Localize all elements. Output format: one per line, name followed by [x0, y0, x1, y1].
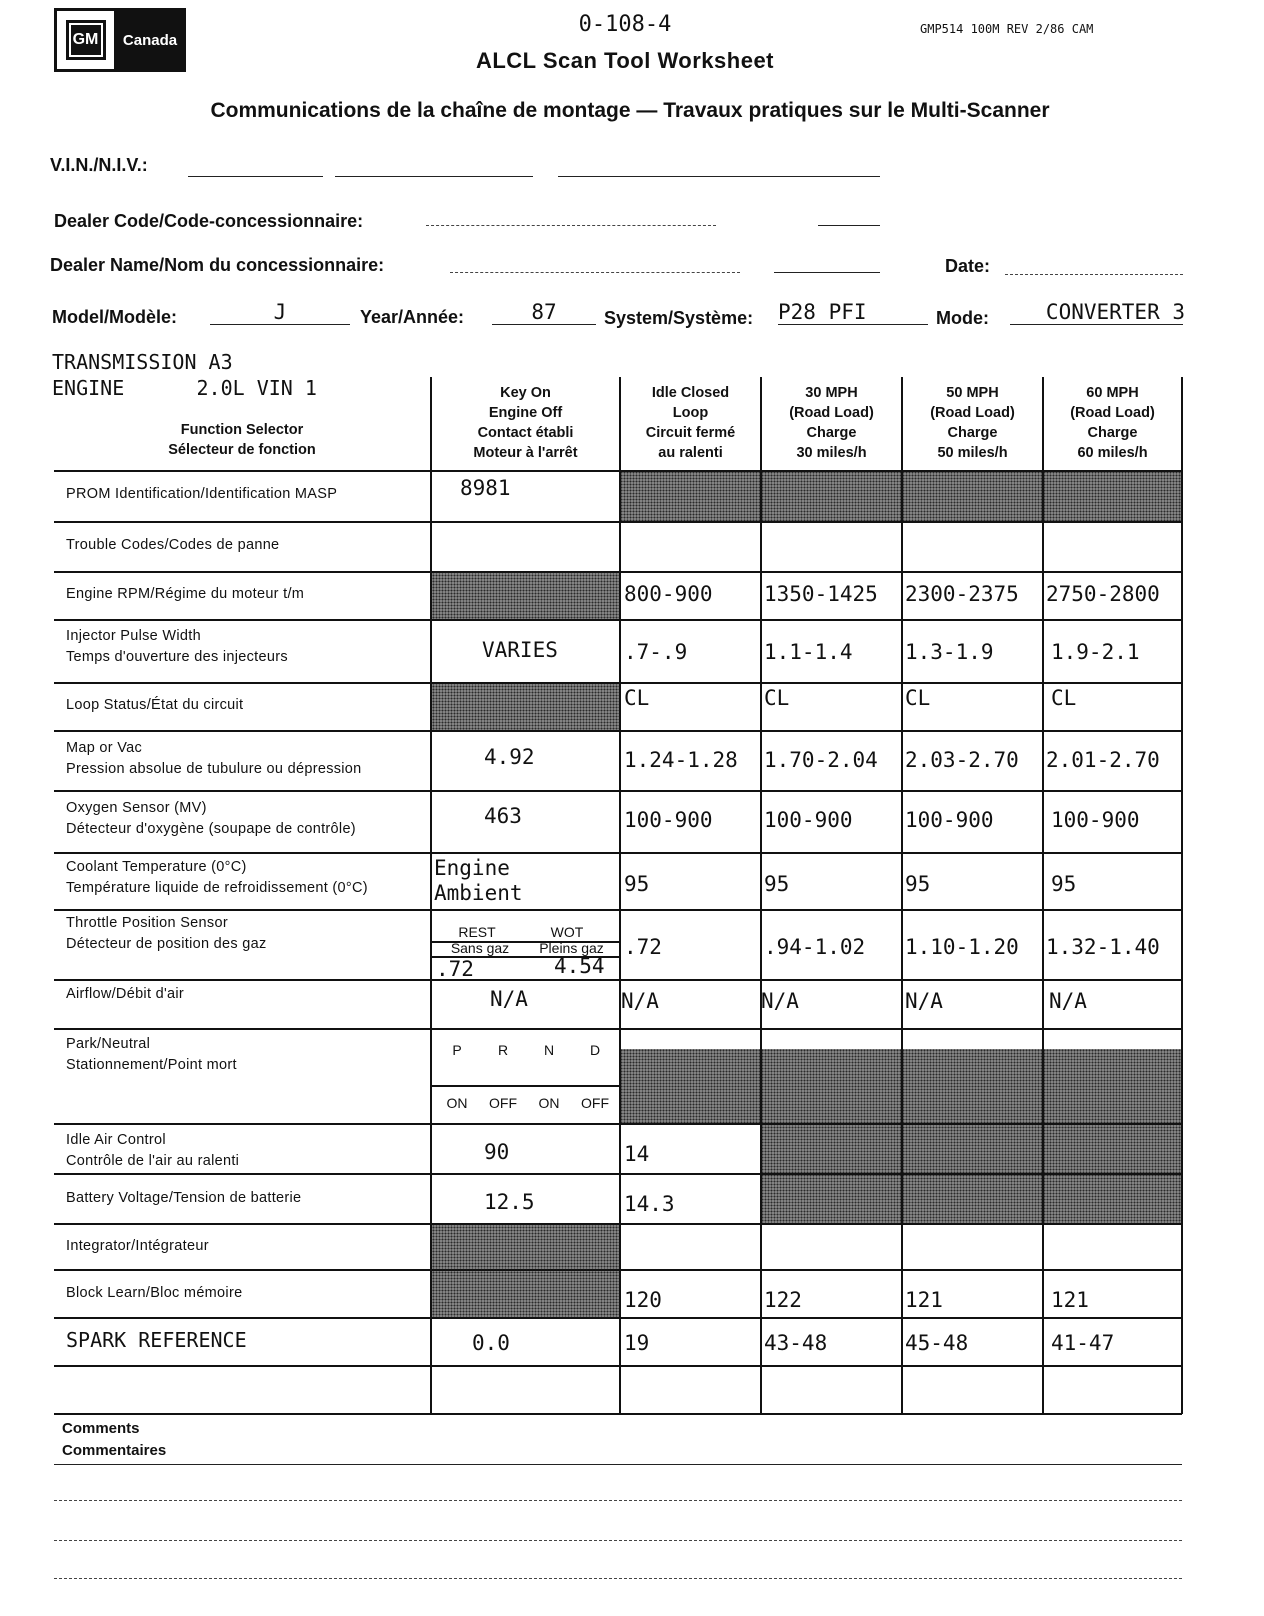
shade-loop-keyon	[432, 682, 620, 730]
cell-spark-idle[interactable]: 19	[624, 1331, 650, 1355]
row-label-coolant-fr: Température liquide de refroidissement (0°C)	[66, 880, 368, 896]
park-gear-n: N	[543, 1042, 555, 1058]
row-label-park-fr: Stationnement/Point mort	[66, 1057, 237, 1073]
throttle-rest-label: REST	[458, 924, 496, 940]
dealer-name-line-2[interactable]	[774, 272, 880, 273]
header-function-fr: Sélecteur de fonction	[168, 442, 316, 458]
cell-injector-idle[interactable]: .7-.9	[624, 640, 688, 664]
dealer-code-line-1[interactable]	[426, 225, 716, 226]
form-code: GMP514 100M REV 2/86 CAM	[920, 22, 1094, 36]
park-gear-d: D	[589, 1042, 601, 1058]
cell-airflow-keyon[interactable]: N/A	[490, 987, 528, 1011]
comments-label	[62, 1418, 166, 1462]
vin-line-1[interactable]	[188, 176, 323, 177]
divider-col-6	[1181, 377, 1183, 1414]
row-label-loop: Loop Status/État du circuit	[66, 697, 244, 713]
header-30mph-4: 30 miles/h	[796, 445, 867, 461]
dealer-name-line-1[interactable]	[450, 272, 740, 273]
header-50mph-2: (Road Load)	[930, 405, 1015, 421]
vin-line-2[interactable]	[335, 176, 533, 177]
cell-loop-idle[interactable]: CL	[624, 686, 650, 710]
engine-note: ENGINE 2.0L VIN 1	[52, 376, 317, 400]
row-line	[54, 1123, 1182, 1125]
system-value[interactable]: P28 PFI	[778, 300, 867, 324]
year-line	[492, 324, 596, 325]
cell-spark-30[interactable]: 43-48	[764, 1331, 828, 1355]
throttle-pleins-gaz-label: Pleins gaz	[539, 940, 604, 956]
header-50mph	[903, 377, 1042, 469]
date-label: Date:	[945, 256, 991, 276]
header-idle-2: Loop	[672, 405, 709, 421]
canada-logo-text: Canada	[117, 11, 183, 69]
header-60mph-3: Charge	[1087, 425, 1138, 441]
worksheet-table	[54, 377, 1182, 1414]
gm-logo-mark	[57, 11, 117, 69]
header-key-on-4: Moteur à l'arrêt	[473, 445, 578, 461]
header-60mph-2: (Road Load)	[1070, 405, 1155, 421]
cell-injector-keyon[interactable]: VARIES	[482, 638, 558, 662]
comment-line-3[interactable]	[54, 1540, 1182, 1541]
cell-iac-keyon[interactable]: 90	[484, 1140, 510, 1164]
document-subtitle: Communications de la chaîne de montage — Travaux pratiques sur le Multi-Scanner	[210, 99, 1050, 122]
cell-loop-50[interactable]: CL	[905, 686, 931, 710]
cell-coolant-keyon-2[interactable]: Ambient	[434, 881, 523, 905]
cell-airflow-60[interactable]: N/A	[1049, 989, 1087, 1013]
comment-line-2[interactable]	[54, 1500, 1182, 1501]
cell-rpm-50[interactable]: 2300-2375	[905, 582, 1019, 606]
row-line	[54, 619, 1182, 621]
row-line	[54, 521, 1182, 523]
dealer-code-label: Dealer Code/Code-concessionnaire:	[54, 211, 364, 231]
row-label-coolant-en: Coolant Temperature (0°C)	[66, 859, 247, 875]
dealer-code-line-2[interactable]	[818, 225, 880, 226]
cell-throttle-wot-value[interactable]: 4.54	[554, 954, 605, 978]
cell-throttle-rest-value[interactable]: .72	[436, 957, 474, 981]
throttle-sans-gaz-label: Sans gaz	[450, 940, 510, 956]
model-line	[210, 324, 350, 325]
header-30mph-3: Charge	[806, 425, 857, 441]
date-line[interactable]	[1005, 274, 1183, 275]
cell-block-60[interactable]: 121	[1051, 1288, 1089, 1312]
document-number: 0-108-4	[578, 12, 672, 37]
document-title: ALCL Scan Tool Worksheet	[475, 48, 775, 73]
cell-spark-keyon[interactable]: 0.0	[472, 1331, 510, 1355]
cell-throttle-idle[interactable]: .72	[624, 935, 662, 959]
header-60mph	[1044, 377, 1181, 469]
cell-oxygen-idle[interactable]: 100-900	[624, 808, 713, 832]
cell-map-30[interactable]: 1.70-2.04	[764, 748, 878, 772]
row-label-map-fr: Pression absolue de tubulure ou dépression	[66, 761, 362, 777]
comment-line-4[interactable]	[54, 1578, 1182, 1579]
cell-map-idle[interactable]: 1.24-1.28	[624, 748, 738, 772]
header-60mph-4: 60 miles/h	[1077, 445, 1148, 461]
cell-block-30[interactable]: 122	[764, 1288, 802, 1312]
header-30mph-2: (Road Load)	[789, 405, 874, 421]
cell-airflow-50[interactable]: N/A	[905, 989, 943, 1013]
header-key-on	[432, 377, 619, 469]
cell-injector-30[interactable]: 1.1-1.4	[764, 640, 853, 664]
divider-col-3	[760, 377, 762, 1414]
year-label: Year/Année:	[360, 307, 465, 327]
park-state-p[interactable]: ON	[446, 1095, 468, 1111]
row-label-park-en: Park/Neutral	[66, 1036, 151, 1052]
row-label-prom: PROM Identification/Identification MASP	[66, 486, 338, 502]
cell-map-60[interactable]: 2.01-2.70	[1046, 748, 1160, 772]
row-label-block: Block Learn/Bloc mémoire	[66, 1285, 243, 1301]
cell-coolant-keyon-1[interactable]: Engine	[434, 856, 510, 880]
cell-coolant-30[interactable]: 95	[764, 872, 790, 896]
header-idle-1: Idle Closed	[651, 385, 730, 401]
header-function-selector	[54, 377, 430, 469]
row-line	[54, 1269, 1182, 1271]
cell-coolant-60[interactable]: 95	[1051, 872, 1077, 896]
gm-canada-logo	[54, 8, 186, 72]
cell-map-50[interactable]: 2.03-2.70	[905, 748, 1019, 772]
cell-coolant-50[interactable]: 95	[905, 872, 931, 896]
gm-logo-text: GM	[66, 20, 106, 60]
cell-oxygen-50[interactable]: 100-900	[905, 808, 994, 832]
row-line	[54, 470, 1182, 472]
model-label: Model/Modèle:	[52, 307, 177, 327]
cell-oxygen-30[interactable]: 100-900	[764, 808, 853, 832]
park-gear-r: R	[497, 1042, 509, 1058]
cell-prom-keyon[interactable]: 8981	[460, 476, 511, 500]
row-label-iac-en: Idle Air Control	[66, 1132, 166, 1148]
cell-map-keyon[interactable]: 4.92	[484, 745, 535, 769]
cell-loop-30[interactable]: CL	[764, 686, 790, 710]
row-label-throttle-fr: Détecteur de position des gaz	[66, 936, 267, 952]
comment-line-1[interactable]	[54, 1464, 1182, 1465]
park-state-d[interactable]: OFF	[581, 1095, 609, 1111]
cell-throttle-50[interactable]: 1.10-1.20	[905, 935, 1019, 959]
park-state-r[interactable]: OFF	[489, 1095, 517, 1111]
dealer-name-label: Dealer Name/Nom du concessionnaire:	[50, 255, 385, 275]
comments-label-fr: Commentaires	[62, 1442, 167, 1459]
park-state-n[interactable]: ON	[538, 1095, 560, 1111]
row-line	[54, 790, 1182, 792]
cell-block-50[interactable]: 121	[905, 1288, 943, 1312]
throttle-wot-label: WOT	[550, 924, 584, 940]
mode-line	[1010, 324, 1183, 325]
header-idle	[621, 377, 760, 469]
row-label-rpm: Engine RPM/Régime du moteur t/m	[66, 586, 305, 602]
cell-rpm-30[interactable]: 1350-1425	[764, 582, 878, 606]
cell-oxygen-keyon[interactable]: 463	[484, 804, 522, 828]
header-key-on-1: Key On	[500, 385, 551, 401]
row-line	[54, 571, 1182, 573]
header-60mph-1: 60 MPH	[1086, 385, 1139, 401]
row-line	[54, 1223, 1182, 1225]
row-label-battery: Battery Voltage/Tension de batterie	[66, 1190, 302, 1206]
row-label-trouble: Trouble Codes/Codes de panne	[66, 537, 280, 553]
cell-injector-60[interactable]: 1.9-2.1	[1051, 640, 1140, 664]
comments-label-en: Comments	[62, 1420, 140, 1437]
row-line	[54, 1173, 1182, 1175]
cell-injector-50[interactable]: 1.3-1.9	[905, 640, 994, 664]
row-line	[54, 909, 1182, 911]
header-key-on-3: Contact établi	[477, 425, 574, 441]
header-function-en: Function Selector	[180, 422, 304, 438]
vin-line-3[interactable]	[558, 176, 880, 177]
header-key-on-2: Engine Off	[488, 405, 563, 421]
header-30mph	[762, 377, 901, 469]
header-50mph-1: 50 MPH	[946, 385, 999, 401]
cell-loop-60[interactable]: CL	[1051, 686, 1077, 710]
divider-col-1	[430, 377, 432, 1414]
park-sub-line	[432, 1085, 619, 1087]
shade-rpm-keyon	[432, 571, 620, 619]
row-line	[54, 1365, 1182, 1367]
row-label-throttle-en: Throttle Position Sensor	[66, 915, 228, 931]
park-gear-p: P	[452, 1042, 462, 1058]
cell-battery-idle[interactable]: 14.3	[624, 1192, 675, 1216]
row-label-spark: SPARK REFERENCE	[66, 1328, 247, 1352]
divider-col-4	[901, 377, 903, 1414]
year-value[interactable]: 87	[531, 300, 557, 324]
row-line	[54, 682, 1182, 684]
divider-col-2	[619, 377, 621, 1414]
system-line	[778, 324, 928, 325]
row-label-iac-fr: Contrôle de l'air au ralenti	[66, 1153, 240, 1169]
header-30mph-1: 30 MPH	[805, 385, 858, 401]
cell-oxygen-60[interactable]: 100-900	[1051, 808, 1140, 832]
vin-label: V.I.N./N.I.V.:	[50, 155, 148, 175]
row-line	[54, 852, 1182, 854]
row-label-injector-en: Injector Pulse Width	[66, 628, 201, 644]
row-label-oxygen-fr: Détecteur d'oxygène (soupape de contrôle)	[66, 821, 356, 837]
system-label: System/Système:	[604, 308, 754, 328]
cell-iac-idle[interactable]: 14	[624, 1142, 650, 1166]
cell-rpm-idle[interactable]: 800-900	[624, 582, 713, 606]
header-50mph-3: Charge	[947, 425, 998, 441]
transmission-note: TRANSMISSION A3	[52, 350, 233, 374]
row-line	[54, 730, 1182, 732]
cell-throttle-60[interactable]: 1.32-1.40	[1046, 935, 1160, 959]
header-50mph-4: 50 miles/h	[937, 445, 1008, 461]
cell-airflow-30[interactable]: N/A	[761, 989, 799, 1013]
cell-block-idle[interactable]: 120	[624, 1288, 662, 1312]
divider-col-5	[1042, 377, 1044, 1414]
cell-rpm-60[interactable]: 2750-2800	[1046, 582, 1160, 606]
row-line	[54, 1028, 1182, 1030]
row-line	[54, 1317, 1182, 1319]
cell-spark-60[interactable]: 41-47	[1051, 1331, 1115, 1355]
row-label-oxygen-en: Oxygen Sensor (MV)	[66, 800, 207, 816]
mode-value[interactable]: CONVERTER 3	[1045, 300, 1185, 324]
row-label-airflow: Airflow/Débit d'air	[66, 986, 185, 1002]
cell-throttle-30[interactable]: .94-1.02	[764, 935, 866, 959]
row-line	[54, 979, 1182, 981]
row-label-map-en: Map or Vac	[66, 740, 143, 756]
cell-airflow-idle[interactable]: N/A	[621, 989, 659, 1013]
row-label-injector-fr: Temps d'ouverture des injecteurs	[66, 649, 288, 665]
header-idle-4: au ralenti	[658, 445, 723, 461]
cell-coolant-idle[interactable]: 95	[624, 872, 650, 896]
cell-battery-keyon[interactable]: 12.5	[484, 1190, 535, 1214]
row-label-integrator: Integrator/Intégrateur	[66, 1238, 209, 1254]
mode-label: Mode:	[936, 308, 989, 328]
model-value[interactable]: J	[273, 300, 287, 324]
cell-spark-50[interactable]: 45-48	[905, 1331, 969, 1355]
header-idle-3: Circuit fermé	[645, 425, 736, 441]
row-line	[54, 1413, 1182, 1415]
